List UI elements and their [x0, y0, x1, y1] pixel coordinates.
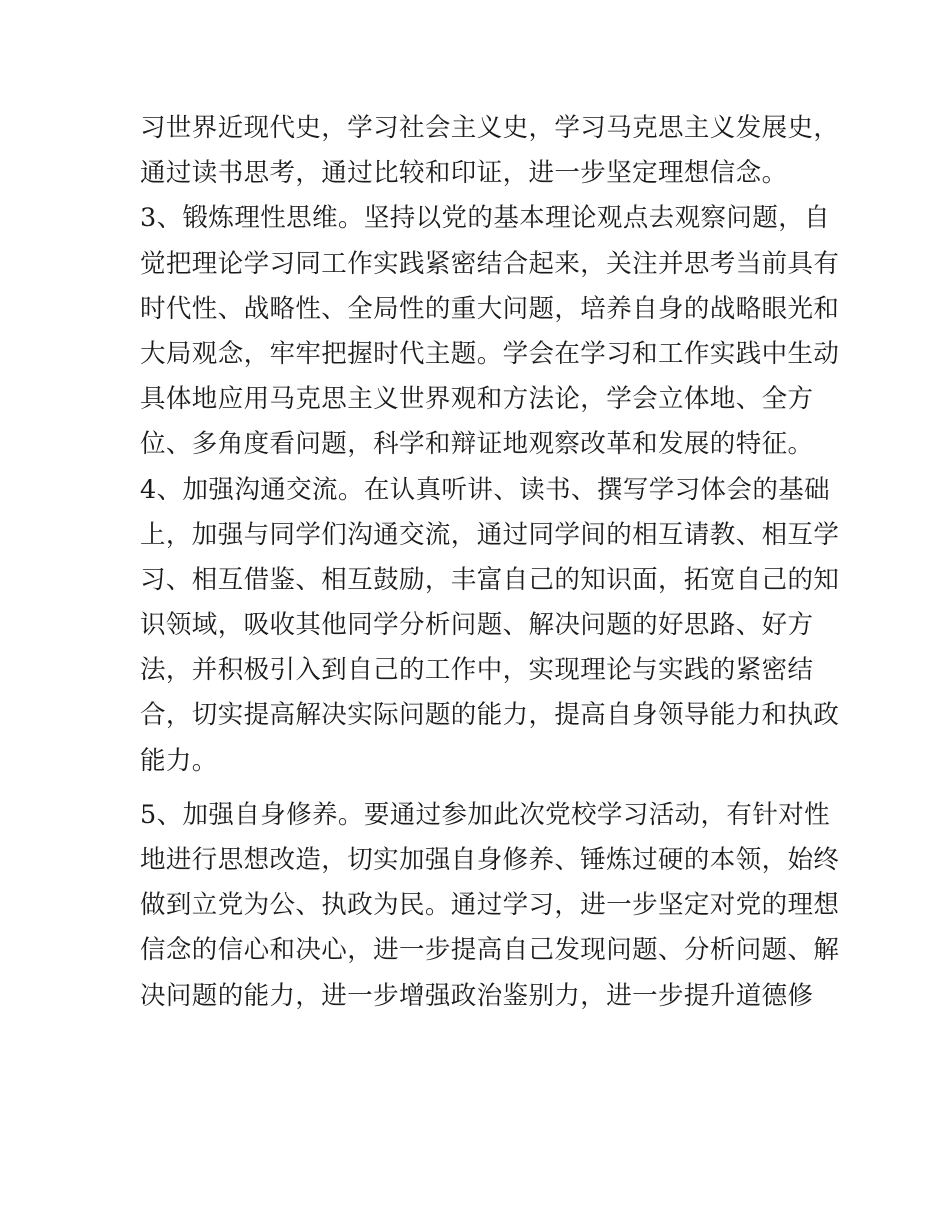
- text-line: 觉把理论学习同工作实践紧密结合起来，关注并思考当前具有: [140, 248, 840, 279]
- text-line: 识领域，吸收其他同学分析问题、解决问题的好思路、好方: [140, 610, 814, 641]
- text-line: 具体地应用马克思主义世界观和方法论，学会立体地、全方: [140, 384, 814, 415]
- text-line: 通过读书思考，通过比较和印证，进一步坚定理想信念。: [140, 158, 788, 189]
- text-line: 时代性、战略性、全局性的重大问题，培养自身的战略眼光和: [140, 293, 840, 324]
- text-line: 大局观念，牢牢把握时代主题。学会在学习和工作实践中生动: [140, 338, 840, 369]
- text-line: 能力。: [140, 745, 218, 776]
- text-line: 信念的信心和决心，进一步提高自己发现问题、分析问题、解: [140, 935, 840, 966]
- text-line: 5、加强自身修养。要通过参加此次党校学习活动，有针对性: [140, 799, 831, 830]
- text-line: 习、相互借鉴、相互鼓励，丰富自己的知识面，拓宽自己的知: [140, 564, 840, 595]
- document-body: [140, 106, 840, 1019]
- text-line: 位、多角度看问题，科学和辩证地观察改革和发展的特征。: [140, 429, 814, 460]
- text-line: 地进行思想改造，切实加强自身修养、锤炼过硬的本领，始终: [140, 845, 840, 875]
- text-line: 法，并积极引入到自己的工作中，实现理论与实践的紧密结: [140, 655, 814, 686]
- text-line: 习世界近现代史，学习社会主义史，学习马克思主义发展史，: [140, 113, 840, 143]
- paragraph-gap: [140, 784, 840, 793]
- text-line: 做到立党为公、执政为民。通过学习，进一步坚定对党的理想: [140, 890, 840, 921]
- text-line: 合，切实提高解决实际问题的能力，提高自身领导能力和执政: [140, 700, 840, 731]
- text-line: 4、加强沟通交流。在认真听讲、读书、撰写学习体会的基础: [140, 474, 831, 505]
- text-line: 决问题的能力，进一步增强政治鉴别力，进一步提升道德修: [140, 980, 814, 1011]
- text-line: 上，加强与同学们沟通交流，通过同学间的相互请教、相互学: [140, 519, 840, 550]
- text-line: 3、锻炼理性思维。坚持以党的基本理论观点去观察问题，自: [140, 203, 831, 234]
